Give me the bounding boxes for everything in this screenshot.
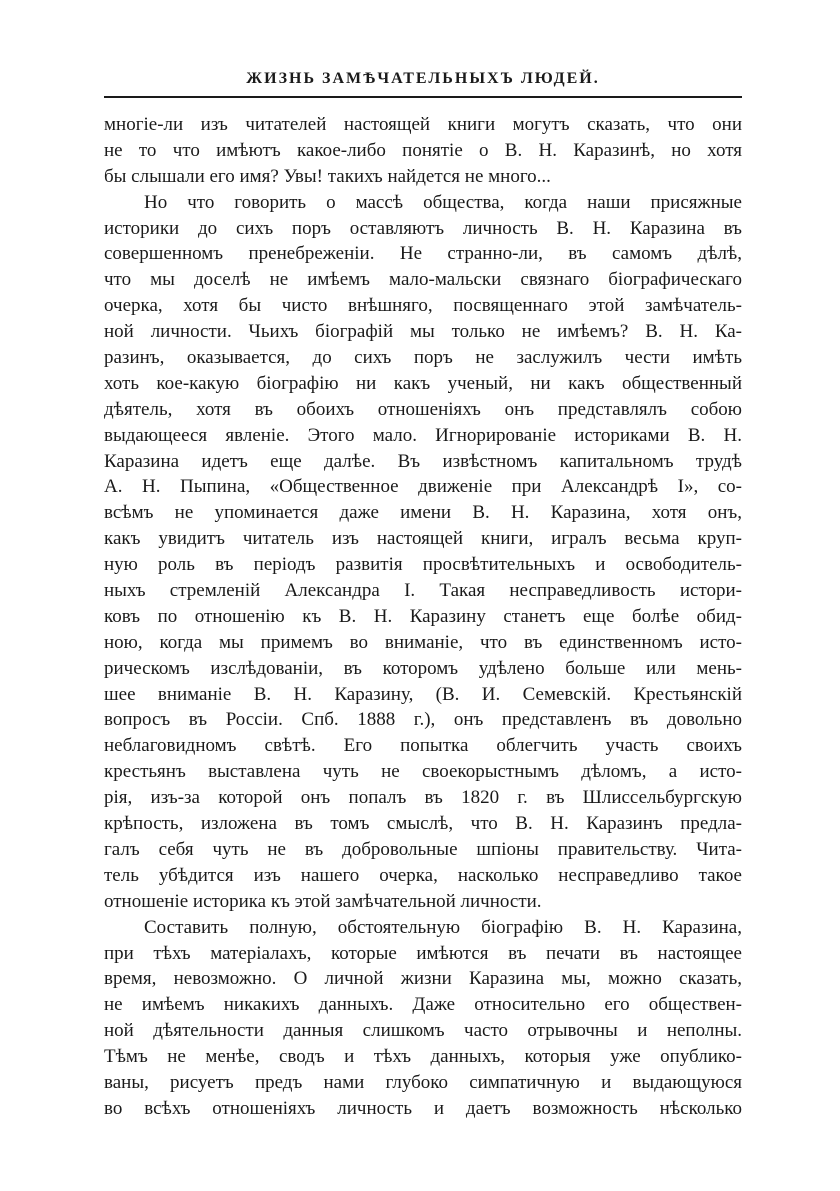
text-line: ной личности. Чьихъ біографій мы только не имѣемъ? В. Н. Ка- [104, 321, 742, 343]
text-line: Каразина идетъ еще далѣе. Въ извѣстномъ капитальномъ трудѣ [104, 450, 742, 472]
text-line: не имѣемъ никакихъ данныхъ. Даже относительно его обществен- [104, 994, 742, 1016]
text-line: ныхъ стремленій Александра I. Такая несправедливость истори- [104, 580, 742, 602]
text-line: Тѣмъ не менѣе, сводъ и тѣхъ данныхъ, которыя уже опублико- [104, 1046, 742, 1068]
text-line: дѣятель, хотя въ обоихъ отношеніяхъ онъ представлялъ собою [104, 398, 742, 420]
text-line: отношеніе историка къ этой замѣчательной личности. [104, 890, 542, 912]
text-line: бы слышали его имя? Увы! такихъ найдется не много... [104, 165, 551, 187]
text-line: какъ увидитъ читатель изъ настоящей книги, игралъ весьма круп- [104, 528, 742, 550]
text-line: галъ себя чуть не въ добровольные шпіоны правительству. Чита- [104, 838, 742, 860]
text-line: рическомъ изслѣдованіи, въ которомъ удѣлено больше или мень- [104, 657, 742, 679]
text-line: Но что говорить о массѣ общества, когда наши присяжные [144, 191, 742, 213]
text-line: А. Н. Пыпина, «Общественное движеніе при Александрѣ I», со- [104, 476, 742, 498]
header-rule [104, 96, 742, 98]
text-line: выдающееся явленіе. Этого мало. Игнорированіе историками В. Н. [104, 424, 742, 446]
text-line: ковъ по отношенію къ В. Н. Каразину станетъ еще болѣе обид- [104, 605, 742, 627]
text-line: не то что имѣютъ какое-либо понятіе о В. Н. Каразинѣ, но хотя [104, 139, 742, 161]
text-line: что мы доселѣ не имѣемъ мало-мальски связнаго біографическаго [104, 269, 742, 291]
text-line: при тѣхъ матеріалахъ, которые имѣются въ печати въ настоящее [104, 942, 742, 964]
text-line: хоть кое-какую біографію ни какъ ученый, ни какъ общественный [104, 372, 742, 394]
text-line: рія, изъ-за которой онъ попалъ въ 1820 г. въ Шлиссельбургскую [104, 787, 742, 809]
text-line: историки до сихъ поръ оставляютъ личность В. Н. Каразина въ [104, 217, 742, 239]
text-line: разинъ, оказывается, до сихъ поръ не заслужилъ чести имѣть [104, 347, 742, 369]
body-text [104, 112, 742, 1122]
text-line: ную роль въ періодъ развитія просвѣтительныхъ и освободитель- [104, 554, 742, 576]
text-line: неблаговидномъ свѣтѣ. Его попытка облегчить участь своихъ [104, 735, 742, 757]
text-line: очерка, хотя бы чисто внѣшняго, посвященнаго этой замѣчатель- [104, 295, 742, 317]
text-line: шее вниманіе В. Н. Каразину, (В. И. Семевскій. Крестьянскій [104, 683, 742, 705]
text-line: крестьянъ выставлена чуть не своекорыстнымъ дѣломъ, а исто- [104, 761, 742, 783]
running-head: ЖИЗНЬ ЗАМѢЧАТЕЛЬНЫХЪ ЛЮДЕЙ. [246, 70, 600, 87]
text-line: во всѣхъ отношеніяхъ личность и даетъ возможность нѣсколько [104, 1097, 742, 1119]
text-line: крѣпость, изложена въ томъ смыслѣ, что В. Н. Каразинъ предла- [104, 813, 742, 835]
text-line: время, невозможно. О личной жизни Каразина мы, можно сказать, [104, 968, 742, 990]
text-line: ваны, рисуетъ предъ нами глубоко симпатичную и выдающуюся [104, 1071, 742, 1093]
text-line: многіе-ли изъ читателей настоящей книги могутъ сказать, что они [104, 114, 742, 135]
text-line: тель убѣдится изъ нашего очерка, насколько несправедливо такое [104, 864, 742, 886]
text-line: вопросъ въ Россіи. Спб. 1888 г.), онъ представленъ въ довольно [104, 709, 742, 731]
text-line: ною, когда мы примемъ во вниманіе, что въ единственномъ исто- [104, 631, 742, 653]
text-line: всѣмъ не упоминается даже имени В. Н. Каразина, хотя онъ, [104, 502, 742, 524]
text-line: совершенномъ пренебреженіи. Не странно-ли, въ самомъ дѣлѣ, [104, 243, 742, 265]
text-line: Составить полную, обстоятельную біографію В. Н. Каразина, [144, 916, 742, 938]
text-line: ной дѣятельности данныя слишкомъ часто отрывочны и неполны. [104, 1020, 742, 1042]
